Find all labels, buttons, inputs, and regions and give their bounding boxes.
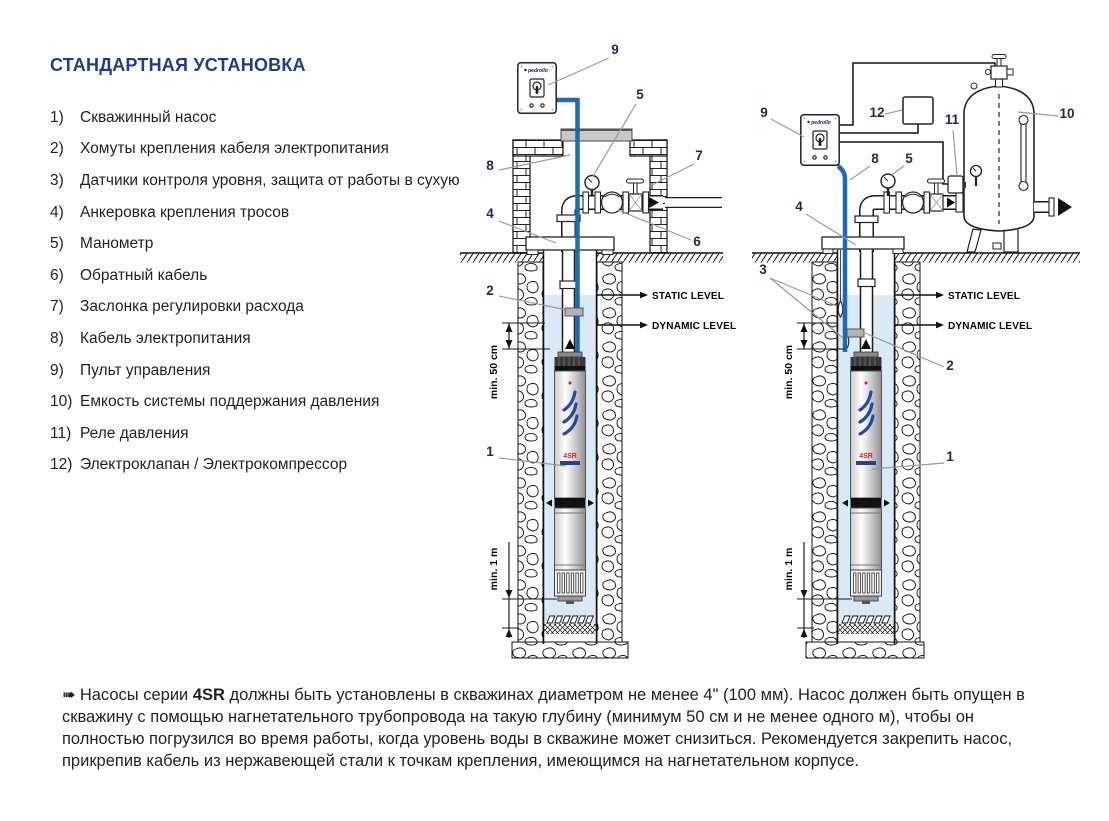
legend-item-number: 9) [50, 361, 64, 379]
wellhead-plate [526, 237, 614, 250]
callout-5: 5 [636, 87, 644, 102]
callout-4: 4 [486, 206, 494, 221]
legend-item-text: Заслонка регулировки расхода [80, 298, 304, 316]
pipe-flange [855, 216, 878, 223]
tank-lug [971, 83, 977, 89]
wellhead-foot [893, 249, 903, 254]
callout-11: 11 [944, 112, 960, 127]
pipe-flange [595, 192, 601, 213]
callout-1: 1 [486, 444, 494, 459]
callout-5: 5 [905, 151, 913, 166]
legend-item-number: 8) [50, 329, 64, 347]
pit-wall-left [513, 140, 530, 253]
pressure-tank [964, 55, 1075, 253]
pipe-flange [623, 192, 629, 213]
pipe-flange [956, 193, 963, 212]
legend-item-text: Хомуты крепления кабеля электропитания [80, 140, 389, 158]
well-stone-wall-right [597, 262, 622, 644]
callout-6: 6 [693, 234, 701, 249]
callout-7: 7 [695, 148, 703, 163]
sight-glass-bottom [1019, 182, 1028, 191]
legend-item-number: 11) [50, 424, 72, 442]
dimension-label: min. 1 m [783, 547, 795, 591]
ground-hatch [895, 254, 1080, 263]
callout-12: 12 [869, 105, 885, 120]
legend-item-text: Анкеровка крепления тросов [80, 203, 290, 221]
check-valve [903, 192, 924, 213]
legend-item-text: Датчики контроля уровня, защита от работы в сухую [80, 171, 460, 189]
control-panel [518, 63, 556, 113]
legend-item-number: 2) [50, 140, 64, 158]
wellhead-foot [823, 249, 833, 254]
legend-item-number: 1) [50, 108, 64, 126]
electrovalve-box [903, 97, 933, 124]
legend-item-text: Реле давления [80, 424, 189, 442]
svg-text:STATIC LEVEL: STATIC LEVEL [652, 291, 725, 302]
pipe-coupling [858, 279, 875, 287]
check-valve [602, 192, 623, 213]
gate-valve [928, 179, 945, 211]
callout-10: 10 [1059, 106, 1075, 121]
well-stone-wall-left [518, 262, 543, 644]
legend-item-text: Кабель электропитания [80, 329, 251, 347]
callout-9: 9 [760, 105, 768, 120]
pipe-flange [583, 192, 589, 213]
cable-clamp [847, 329, 864, 337]
wellhead-plate [822, 237, 904, 249]
pipe-flange [896, 192, 902, 213]
control-panel [801, 115, 839, 165]
dimension-label: min. 1 m [488, 547, 500, 591]
callout-2: 2 [946, 358, 954, 373]
svg-text:DYNAMIC LEVEL: DYNAMIC LEVEL [948, 321, 1033, 332]
svg-text:STATIC LEVEL: STATIC LEVEL [948, 291, 1021, 302]
legend-item-text: Обратный кабель [80, 266, 208, 284]
sight-glass-tube [1021, 122, 1026, 184]
wellhead-foot [602, 250, 613, 255]
right-installation-diagram [752, 55, 1080, 659]
tank-leg [967, 229, 981, 252]
diagram-canvas: 4SR STATIC LEVEL DYNAMIC LEVEL min. 50 cm min. 1 m 9 5 7 6 8 4 2 1 STATIC LEVEL DYNAMIC LEVEL min. 50 cm min. 1 m 9 12 11 10 8 5 4 3 2 1 [0, 0, 1109, 821]
legend-item-number: 5) [50, 235, 64, 253]
note-rest: должны быть установлены в скважинах диаметром не менее 4" (100 мм). Насос должен быть опущен в скважину с помощью нагнетательного трубопровода на такую глубину (минимум 50 см и не менее одного м), чтобы он полностью погрузился во время работы, когда уровень воды в скважине может снизиться. Рекомендуется закрепить насос, прикрепив кабель из нержавеющей стали к точкам крепления, имеющимся на нагнетательном корпусе. [62, 686, 1025, 770]
legend-item-text: Пульт управления [80, 361, 211, 379]
legend-item-number: 4) [50, 203, 64, 221]
well-bottom-stones [512, 642, 628, 658]
left-installation-diagram [460, 42, 736, 658]
legend-item-number: 7) [50, 298, 64, 316]
page-title: СТАНДАРТНАЯ УСТАНОВКА [50, 55, 306, 75]
well-stone-wall-left [812, 262, 837, 644]
pipe-flange [1049, 198, 1054, 216]
legend-item-text: Скважинный насос [80, 108, 217, 126]
tank-drain [993, 243, 1001, 249]
callout-8: 8 [871, 151, 879, 166]
pit-wall-top [630, 140, 667, 156]
note-arrow-icon: ➠ [62, 685, 76, 704]
wellhead-foot [527, 250, 538, 255]
legend-item-number: 6) [50, 266, 64, 284]
well-floor-hatch [838, 624, 894, 634]
callout-9: 9 [611, 42, 619, 57]
pipe-coupling [560, 281, 577, 289]
cable-clamp [565, 308, 583, 316]
well-bottom-stones [806, 642, 924, 658]
dimension-label: min. 50 cm [783, 344, 795, 400]
legend-item-text: Манометр [80, 235, 154, 253]
well-floor-hatch [544, 624, 596, 634]
legend-item-number: 10) [50, 393, 73, 411]
sight-glass-top [1019, 116, 1028, 125]
pipe-flange [643, 192, 649, 213]
legend-item-number: 12) [50, 456, 73, 474]
callout-3: 3 [759, 262, 767, 277]
callout-1: 1 [946, 449, 954, 464]
legend-item-number: 3) [50, 171, 64, 189]
svg-text:DYNAMIC LEVEL: DYNAMIC LEVEL [652, 321, 737, 332]
pipe-flange [924, 192, 930, 213]
pressure-switch [948, 176, 966, 193]
pit-wall-top [513, 140, 563, 156]
legend-item-text: Электроклапан / Электрокомпрессор [80, 456, 348, 474]
note-lead: Насосы серии [79, 686, 193, 704]
dimension-label: min. 50 cm [488, 344, 500, 400]
note-series-name: 4SR [192, 686, 225, 704]
callout-4: 4 [795, 199, 803, 214]
callout-8: 8 [486, 158, 494, 173]
flow-arrow [1058, 198, 1072, 216]
pressure-gauge [881, 174, 895, 196]
tank-top-valve [986, 55, 1014, 88]
gate-valve [627, 179, 644, 211]
legend-item-text: Емкость системы поддержания давления [80, 393, 380, 411]
ground-hatch [597, 254, 723, 263]
well-stone-wall-right [895, 262, 920, 644]
callout-2: 2 [486, 283, 494, 298]
